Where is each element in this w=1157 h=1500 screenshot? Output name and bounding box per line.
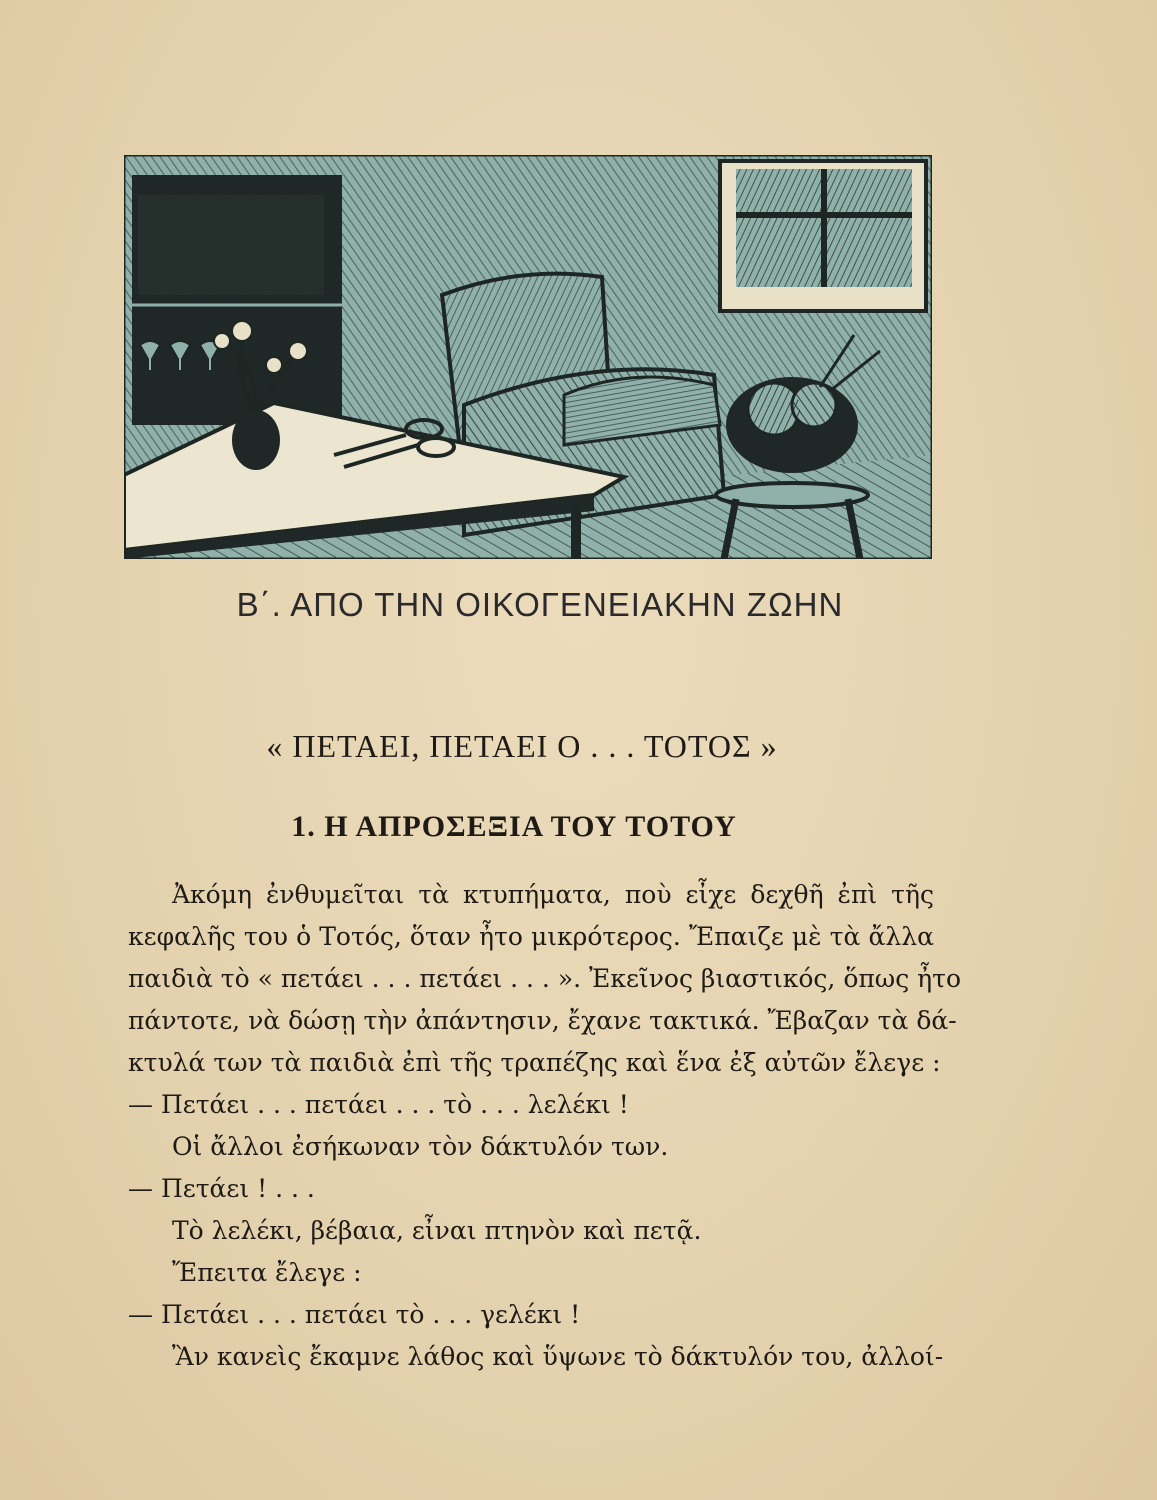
paragraph-line: Ἔπειτα ἔλεγε : [172,1258,362,1287]
paragraph-line: Ἂν κανεὶς ἔκαμνε λάθος καὶ ὕψωνε τὸ δάκτυλόν του, ἀλλοί- [172,1342,944,1371]
paragraph-line: Οἱ ἄλλοι ἐσήκωναν τὸν δάκτυλόν των. [172,1132,669,1161]
section-heading: Β΄. ΑΠΟ ΤΗΝ ΟΙΚΟΓΕΝΕΙΑΚΗΝ ΖΩΗΝ [236,586,844,623]
paragraph-line: Ἀκόμη ἐνθυμεῖται τὰ κτυπήματα, ποὺ εἶχε δεχθῆ ἐπὶ τῆς [172,880,934,909]
dialogue-line: — Πετάει ! . . . [128,1174,315,1203]
story-title: « ΠΕΤΑΕΙ, ΠΕΤΑΕΙ Ο . . . ΤΟΤΟΣ » [266,728,778,764]
paragraph-line: Τὸ λελέκι, βέβαια, εἶναι πτηνὸν καὶ πετᾷ. [172,1216,702,1245]
dialogue-line: — Πετάει . . . πετάει . . . τὸ . . . λελέκι ! [128,1090,629,1119]
paragraph-line: κεφαλῆς του ὁ Τοτός, ὅταν ἦτο μικρότερος. Ἔπαιζε μὲ τὰ ἄλλα [128,922,934,951]
paragraph-line: παιδιὰ τὸ « πετάει . . . πετάει . . . ». Ἐκεῖνος βιαστικός, ὅπως ἦτο [128,964,961,993]
paragraph-line: κτυλά των τὰ παιδιὰ ἐπὶ τῆς τραπέζης καὶ ἕνα ἐξ αὐτῶν ἔλεγε : [128,1048,941,1077]
paragraph-line: πάντοτε, νὰ δώσῃ τὴν ἀπάντησιν, ἔχανε τακτικά. Ἔβαζαν τὰ δά- [128,1006,957,1035]
chapter-title: 1. Η ΑΠΡΟΣΕΞΙΑ ΤΟΥ ΤΟΤΟΥ [291,810,737,843]
dialogue-line: — Πετάει . . . πετάει τὸ . . . γελέκι ! [128,1300,581,1329]
living-room-illustration [124,155,932,559]
